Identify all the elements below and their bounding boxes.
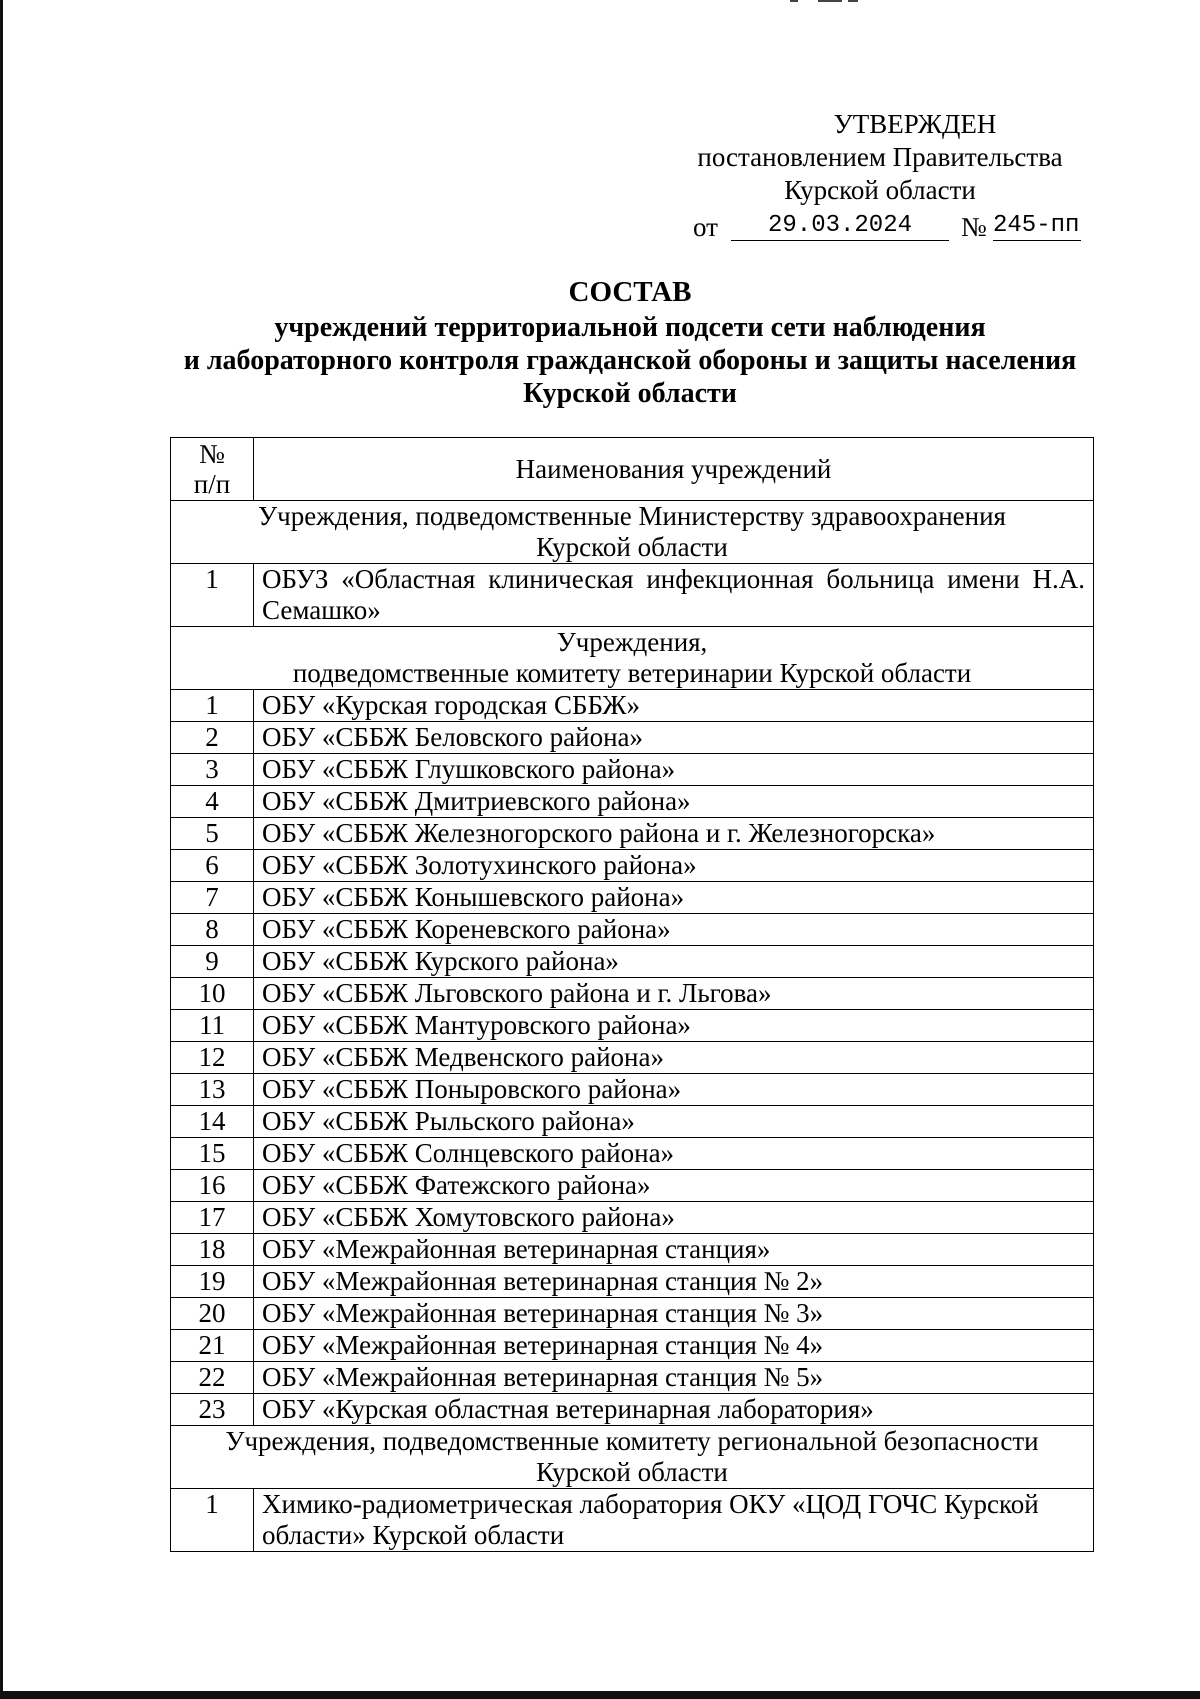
row-number: 8 <box>171 914 254 946</box>
row-number: 20 <box>171 1298 254 1330</box>
title-line-2: и лабораторного контроля гражданской обороны и защиты населения <box>183 345 1077 376</box>
scan-left-edge <box>0 0 3 1699</box>
row-number: 14 <box>171 1106 254 1138</box>
table-row <box>171 1106 1094 1138</box>
row-institution-name: ОБУ «СББЖ Рыльского района» <box>254 1106 1094 1138</box>
table-row <box>171 754 1094 786</box>
row-number: 18 <box>171 1234 254 1266</box>
row-number: 11 <box>171 1010 254 1042</box>
row-institution-name: ОБУ «СББЖ Беловского района» <box>254 722 1094 754</box>
table-row <box>171 850 1094 882</box>
table-row <box>171 978 1094 1010</box>
row-institution-name: ОБУ «СББЖ Мантуровского района» <box>254 1010 1094 1042</box>
approval-stamp <box>660 108 1100 207</box>
row-institution-name: ОБУ «СББЖ Глушковского района» <box>254 754 1094 786</box>
row-number: 6 <box>171 850 254 882</box>
table-row <box>171 1202 1094 1234</box>
row-number: 23 <box>171 1394 254 1426</box>
document-number: 245-пп <box>993 212 1080 239</box>
table-row <box>171 690 1094 722</box>
group-security-header <box>171 1426 1094 1489</box>
table-row <box>171 1074 1094 1106</box>
row-institution-name: ОБУ «СББЖ Золотухинского района» <box>254 850 1094 882</box>
document-title <box>150 276 1110 410</box>
row-institution-name: ОБУ «Межрайонная ветеринарная станция № 3» <box>254 1298 1094 1330</box>
group-veterinary-header <box>171 627 1094 690</box>
group-title-line2: Курской области <box>536 532 728 562</box>
row-institution-name: ОБУ «СББЖ Железногорского района и г. Железногорска» <box>254 818 1094 850</box>
approval-line-government: постановлением Правительства <box>697 142 1063 172</box>
table-row <box>171 1330 1094 1362</box>
table-row <box>171 818 1094 850</box>
row-institution-name: ОБУЗ «Областная клиническая инфекционная больница имени Н.А. Семашко» <box>254 564 1094 627</box>
row-number: 5 <box>171 818 254 850</box>
row-institution-name: ОБУ «СББЖ Курского района» <box>254 946 1094 978</box>
group-title-line1: Учреждения, подведомственные комитету региональной безопасности <box>225 1426 1039 1456</box>
row-number: 2 <box>171 722 254 754</box>
group-title <box>171 627 1094 690</box>
header-number <box>171 438 254 501</box>
title-line-1: учреждений территориальной подсети сети наблюдения <box>274 312 986 343</box>
scan-top-marks <box>790 0 860 4</box>
date-label: от <box>693 212 718 242</box>
group-title-line1: Учреждения, подведомственные Министерству здравоохранения <box>258 501 1006 531</box>
row-number: 4 <box>171 786 254 818</box>
row-number: 12 <box>171 1042 254 1074</box>
row-number: 7 <box>171 882 254 914</box>
table-row <box>171 1234 1094 1266</box>
group-title-line1: Учреждения, <box>556 627 708 657</box>
table-row <box>171 1138 1094 1170</box>
row-institution-name: ОБУ «СББЖ Льговского района и г. Льгова» <box>254 978 1094 1010</box>
table-row <box>171 786 1094 818</box>
group-title <box>171 501 1094 564</box>
table-row <box>171 1010 1094 1042</box>
row-institution-name: ОБУ «СББЖ Конышевского района» <box>254 882 1094 914</box>
row-institution-name: ОБУ «СББЖ Медвенского района» <box>254 1042 1094 1074</box>
header-number-sign: № <box>199 439 225 469</box>
table-row <box>171 564 1094 627</box>
row-institution-name: ОБУ «СББЖ Дмитриевского района» <box>254 786 1094 818</box>
row-number: 1 <box>171 1489 254 1552</box>
table-header <box>171 438 1094 501</box>
row-institution-name: ОБУ «СББЖ Фатежского района» <box>254 1170 1094 1202</box>
row-institution-name: ОБУ «Курская городская СББЖ» <box>254 690 1094 722</box>
row-number: 21 <box>171 1330 254 1362</box>
row-institution-name: ОБУ «Межрайонная ветеринарная станция № 5» <box>254 1362 1094 1394</box>
row-institution-name: Химико-радиометрическая лаборатория ОКУ «ЦОД ГОЧС Курской области» Курской области <box>254 1489 1094 1552</box>
table-row <box>171 1266 1094 1298</box>
group-title-line2: подведомственные комитету ветеринарии Курской области <box>292 658 972 688</box>
row-institution-name: ОБУ «СББЖ Хомутовского района» <box>254 1202 1094 1234</box>
table-row <box>171 1170 1094 1202</box>
row-number: 16 <box>171 1170 254 1202</box>
table-row <box>171 1042 1094 1074</box>
scan-bottom-edge <box>0 1691 1200 1699</box>
header-number-abbrev: п/п <box>193 469 231 499</box>
row-number: 17 <box>171 1202 254 1234</box>
row-number: 3 <box>171 754 254 786</box>
table-row <box>171 1362 1094 1394</box>
document-date: 29.03.2024 <box>731 212 949 241</box>
document-reference <box>693 207 1113 241</box>
table-row <box>171 946 1094 978</box>
table-row <box>171 914 1094 946</box>
row-institution-name: ОБУ «Межрайонная ветеринарная станция» <box>254 1234 1094 1266</box>
title-main: СОСТАВ <box>568 276 692 308</box>
row-number: 10 <box>171 978 254 1010</box>
table-row <box>171 882 1094 914</box>
row-number: 1 <box>171 564 254 627</box>
header-name: Наименования учреждений <box>254 438 1094 501</box>
table-row <box>171 1394 1094 1426</box>
table-row <box>171 1298 1094 1330</box>
approval-line-region: Курской области <box>784 175 976 205</box>
row-institution-name: ОБУ «СББЖ Солнцевского района» <box>254 1138 1094 1170</box>
approval-title: УТВЕРЖДЕН <box>833 109 997 139</box>
row-institution-name: ОБУ «СББЖ Поныровского района» <box>254 1074 1094 1106</box>
row-number: 15 <box>171 1138 254 1170</box>
group-title <box>171 1426 1094 1489</box>
row-institution-name: ОБУ «Межрайонная ветеринарная станция № 2» <box>254 1266 1094 1298</box>
row-number: 22 <box>171 1362 254 1394</box>
number-label: № <box>961 212 987 242</box>
row-institution-name: ОБУ «Курская областная ветеринарная лаборатория» <box>254 1394 1094 1426</box>
table-row <box>171 1489 1094 1552</box>
row-number: 13 <box>171 1074 254 1106</box>
group-title-line2: Курской области <box>536 1457 728 1487</box>
group-health-header <box>171 501 1094 564</box>
row-institution-name: ОБУ «СББЖ Кореневского района» <box>254 914 1094 946</box>
row-number: 1 <box>171 690 254 722</box>
row-number: 19 <box>171 1266 254 1298</box>
institutions-table <box>170 437 1094 1552</box>
row-institution-name: ОБУ «Межрайонная ветеринарная станция № 4» <box>254 1330 1094 1362</box>
row-number: 9 <box>171 946 254 978</box>
table-row <box>171 722 1094 754</box>
title-line-3: Курской области <box>523 378 737 409</box>
